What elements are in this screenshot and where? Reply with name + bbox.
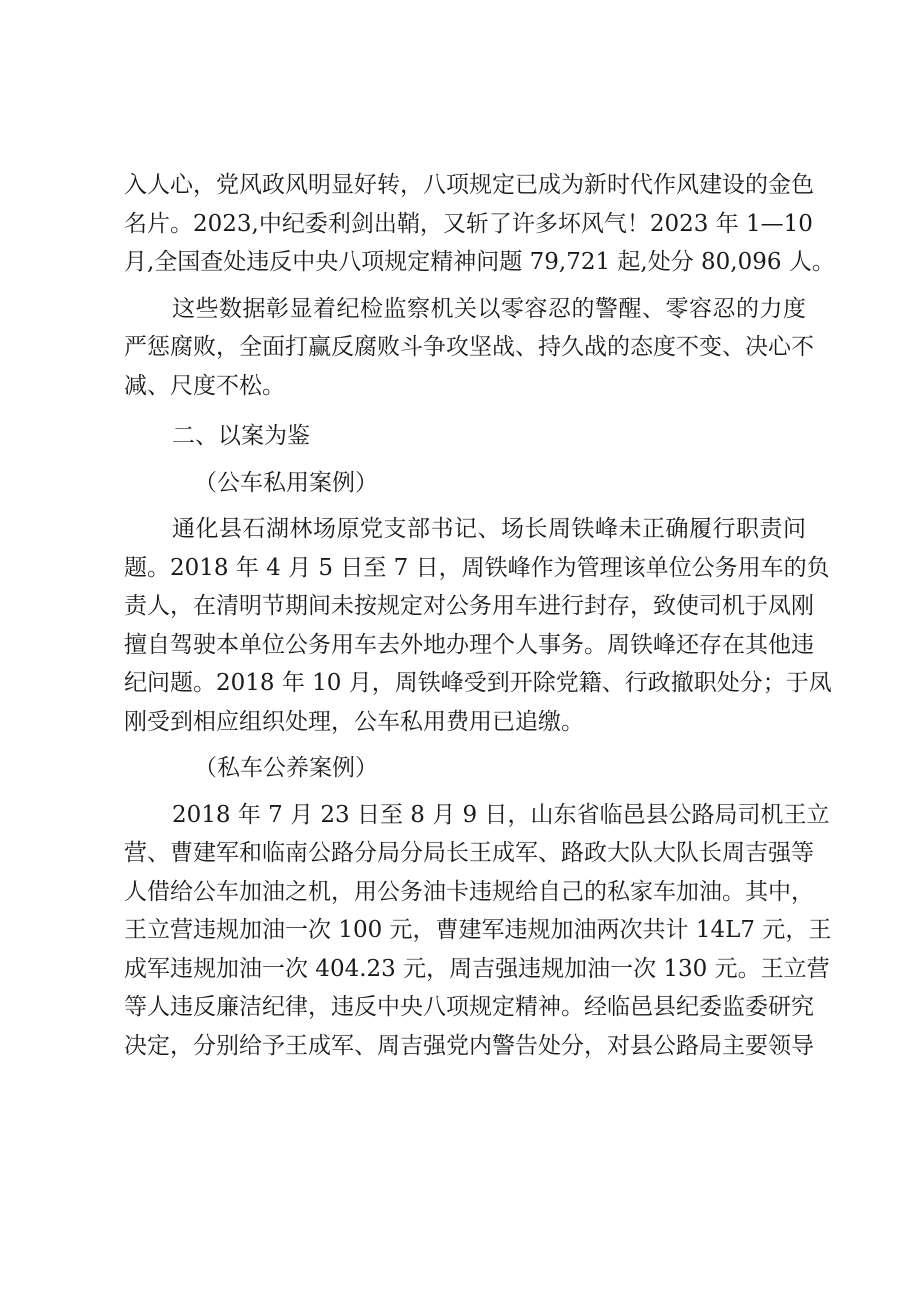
paragraph-intro [124,166,835,282]
text-line: 入人心，党风政风明显好转，八项规定已成为新时代作风建设的金色 [124,172,814,198]
text-line: 通化县石湖林场原党支部书记、场长周铁峰未正确履行职责问 [172,516,806,542]
section-heading: 二、以案为鉴 [172,423,310,449]
text-line: 2018 年 7 月 23 日至 8 月 9 日，山东省临邑县公路局司机王立 [172,801,830,828]
text-line: 严惩腐败，全面打赢反腐败斗争攻坚战、持久战的态度不变、决心不 [124,334,814,360]
text-line: 成军违规加油一次 404.23 元，周吉强违规加油一次 130 元。王立营 [124,955,830,982]
text-line: 减、尺度不松。 [124,372,285,399]
text-line: 题。2018 年 4 月 5 日至 7 日，周铁峰作为管理该单位公务用车的负 [124,554,830,581]
document-page [124,166,835,1065]
text-line: 名片。2023,中纪委利剑出鞘，又斩了许多坏风气！2023 年 1—10 [124,210,813,237]
case-label: （公车私用案例） [194,469,378,496]
text-line: 擅自驾驶本单位公务用车去外地办理个人事务。周铁峰还存在其他违 [124,631,814,658]
paragraph-data-summary [124,290,814,406]
text-line: 刚受到相应组织处理，公车私用费用已追缴。 [124,708,584,735]
text-line: 决定，分别给予王成军、周吉强党内警告处分，对县公路局主要领导 [124,1032,814,1059]
case-private-car-public-upkeep [124,749,832,1065]
text-line: 这些数据彰显着纪检监察机关以零容忍的警醒、零容忍的力度 [172,295,806,322]
text-line: 王立营违规加油一次 100 元，曹建军违规加油两次共计 14L7 元，王 [124,917,832,943]
text-line: 等人违反廉洁纪律，违反中央八项规定精神。经临邑县纪委监委研究 [124,994,814,1020]
text-line: 纪问题。2018 年 10 月，周铁峰受到开除党籍、行政撤职处分；于凤 [124,670,832,696]
case-public-car-private-use [124,464,832,742]
text-line: 责人，在清明节期间未按规定对公务用车进行封存，致使司机于凤刚 [124,593,814,619]
text-line: 人借给公车加油之机，用公务油卡违规给自己的私家车加油。其中， [124,878,814,905]
case-label: （私车公养案例） [194,755,378,781]
text-line: 月,全国查处违反中央八项规定精神问题 79,721 起,处分 80,096 人。 [124,249,835,275]
text-line: 营、曹建军和临南公路分局分局长王成军、路政大队大队长周吉强等 [124,840,814,866]
